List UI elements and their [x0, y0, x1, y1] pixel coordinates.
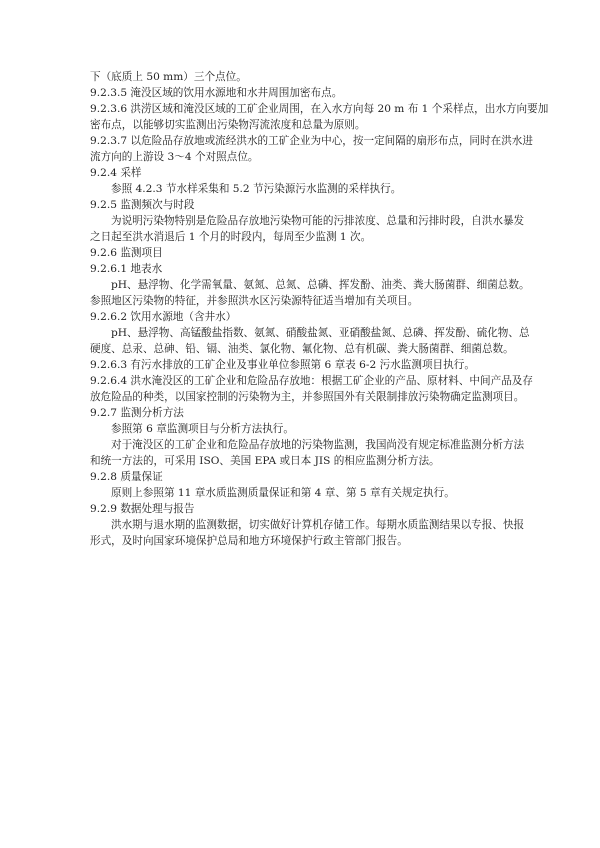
section-heading: 9.2.9 数据处理与报告: [90, 503, 195, 515]
text-line: 和统一方法的，可采用 ISO、美国 EPA 或日本 JIS 的相应监测分析方法。: [90, 455, 440, 467]
text-line: 参照地区污染物的特征，并参照洪水区污染源特征适当增加有关项目。: [90, 295, 419, 307]
section-heading: 9.2.6.2 饮用水源地（含井水）: [90, 311, 237, 323]
text-line: 9.2.3.7 以危险品存放地或流经洪水的工矿企业为中心，按一定间隔的扇形布点，同时在洪水进: [90, 135, 533, 147]
text-line: 9.2.3.6 洪涝区域和淹没区域的工矿企业周围，在入水方向每 20 m 布 1 个采样点，出水方向要加: [90, 103, 549, 115]
section-heading: 9.2.5 监测频次与时段: [90, 199, 195, 211]
text-line: 密布点，以能够切实监测出污染物泻流浓度和总量为原则。: [90, 119, 366, 131]
text-line: 对于淹没区的工矿企业和危险品存放地的污染物监测，我国尚没有规定标准监测分析方法: [111, 439, 525, 451]
document-page: [90, 69, 549, 549]
text-line: 洪水期与退水期的监测数据，切实做好计算机存储工作。每期水质监测结果以专报、快报: [111, 519, 525, 531]
text-line: 原则上参照第 11 章水质监测质量保证和第 4 章、第 5 章有关规定执行。: [111, 487, 455, 499]
text-line: 形式，及时向国家环境保护总局和地方环境保护行政主管部门报告。: [90, 535, 408, 547]
text-line: 参照 4.2.3 节水样采集和 5.2 节污染源污水监测的采样执行。: [111, 183, 402, 195]
section-heading: 9.2.6.1 地表水: [90, 263, 163, 275]
section-heading: 9.2.6.3 有污水排放的工矿企业及事业单位参照第 6 章表 6-2 污水监测项目执行。: [90, 359, 475, 371]
text-line: 硬度、总汞、总砷、铅、镉、油类、氯化物、氟化物、总有机碳、粪大肠菌群、细菌总数。: [90, 343, 514, 355]
text-line: 参照第 6 章监测项目与分析方法执行。: [111, 423, 294, 435]
section-heading: 9.2.8 质量保证: [90, 471, 163, 483]
text-line: 为说明污染物特别是危险品存放地污染物可能的污排浓度、总量和污排时段，自洪水暴发: [111, 215, 525, 227]
text-line: 放危险品的种类，以国家控制的污染物为主，并参照国外有关限制排放污染物确定监测项目。: [90, 391, 525, 403]
section-heading: 9.2.7 监测分析方法: [90, 407, 184, 419]
text-line: 之日起至洪水消退后 1 个月的时段内，每周至少监测 1 次。: [90, 231, 372, 243]
text-line: 9.2.6.4 洪水淹没区的工矿企业和危险品存放地：根据工矿企业的产品、原材料、中间产品及存: [90, 375, 533, 387]
section-heading: 9.2.4 采样: [90, 167, 142, 179]
section-heading: 9.2.3.5 淹没区域的饮用水源地和水井周围加密布点。: [90, 87, 343, 99]
text-line: 流方向的上游设 3～4 个对照点位。: [90, 151, 259, 163]
text-line: 下（底质上 50 mm）三个点位。: [90, 71, 247, 83]
text-line: pH、悬浮物、高锰酸盐指数、氨氮、硝酸盐氮、亚硝酸盐氮、总磷、挥发酚、硫化物、总: [111, 327, 530, 339]
section-heading: 9.2.6 监测项目: [90, 247, 163, 259]
text-line: pH、悬浮物、化学需氧量、氨氮、总氮、总磷、挥发酚、油类、粪大肠菌群、细菌总数。: [111, 279, 530, 291]
